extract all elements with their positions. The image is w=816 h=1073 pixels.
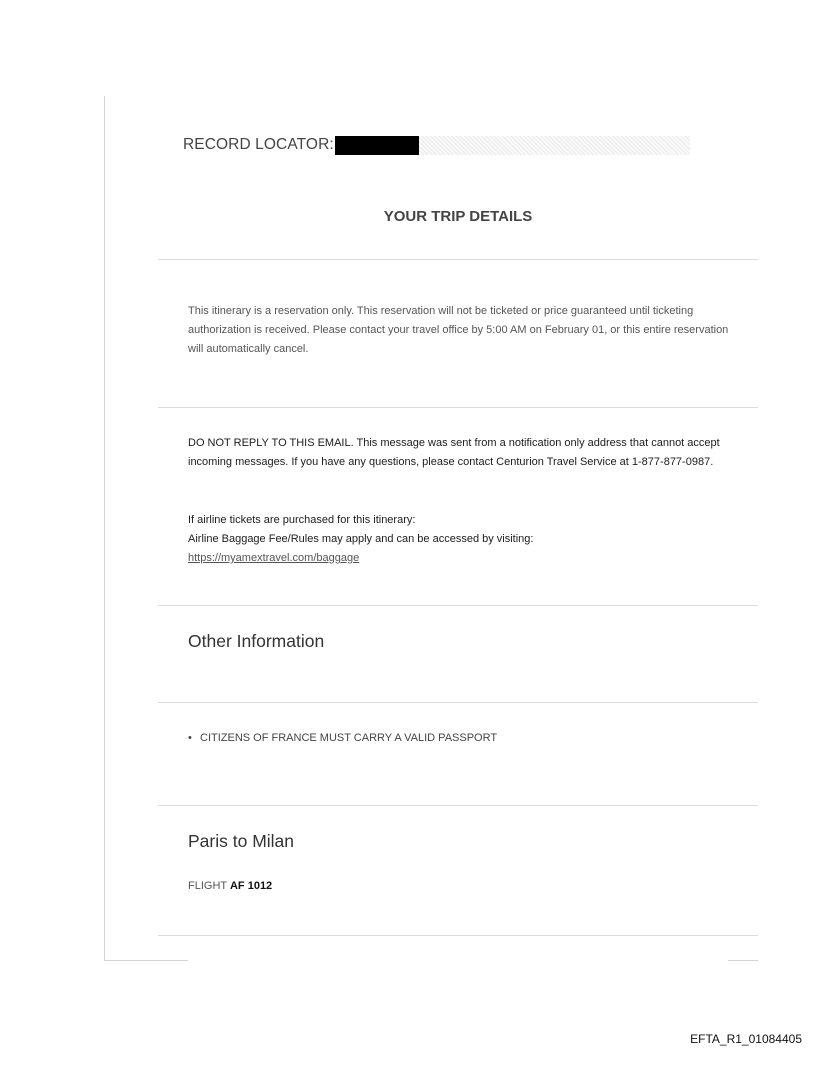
segment-heading: Paris to Milan: [188, 831, 295, 851]
reservation-notice: This itinerary is a reservation only. This reservation will not be ticketed or price guaranteed until ticketing authorization is received. Please contact your travel office by 5:00 AM on February 01, or this entire reservation will automatically cancel.: [188, 305, 729, 355]
flight-info: [188, 880, 272, 892]
list-item: [188, 732, 497, 744]
page-bottom-border: [104, 960, 188, 961]
bullet-icon: •: [188, 732, 192, 744]
divider: [158, 935, 758, 936]
divider: [158, 259, 758, 260]
flight-label: FLIGHT: [188, 880, 230, 892]
record-locator: [183, 135, 690, 155]
redaction-box: [335, 136, 419, 155]
flight-number: AF 1012: [229, 880, 273, 892]
redacted-hatch-area: [419, 136, 690, 155]
document-id: EFTA_R1_01084405: [690, 1032, 802, 1046]
page-left-border: [104, 96, 105, 960]
page-title: YOUR TRIP DETAILS: [383, 208, 533, 225]
passport-requirement: CITIZENS OF FRANCE MUST CARRY A VALID PASSPORT: [200, 732, 498, 744]
divider: [158, 805, 758, 806]
baggage-info: [188, 511, 733, 568]
do-not-reply-notice: DO NOT REPLY TO THIS EMAIL. This message was sent from a notification only address that cannot accept incoming messages. If you have any questions, please contact Centurion Travel Service at 1-877-877-0987.: [188, 437, 720, 468]
baggage-line-1: If airline tickets are purchased for this itinerary:: [188, 514, 416, 526]
page-bottom-border-right: [728, 960, 758, 961]
other-information-heading: Other Information: [188, 631, 325, 651]
baggage-line-2: Airline Baggage Fee/Rules may apply and can be accessed by visiting:: [188, 533, 534, 545]
baggage-link[interactable]: https://myamextravel.com/baggage: [188, 552, 360, 564]
divider: [158, 407, 758, 408]
record-locator-label: RECORD LOCATOR:: [183, 136, 334, 153]
divider: [158, 605, 758, 606]
divider: [158, 702, 758, 703]
